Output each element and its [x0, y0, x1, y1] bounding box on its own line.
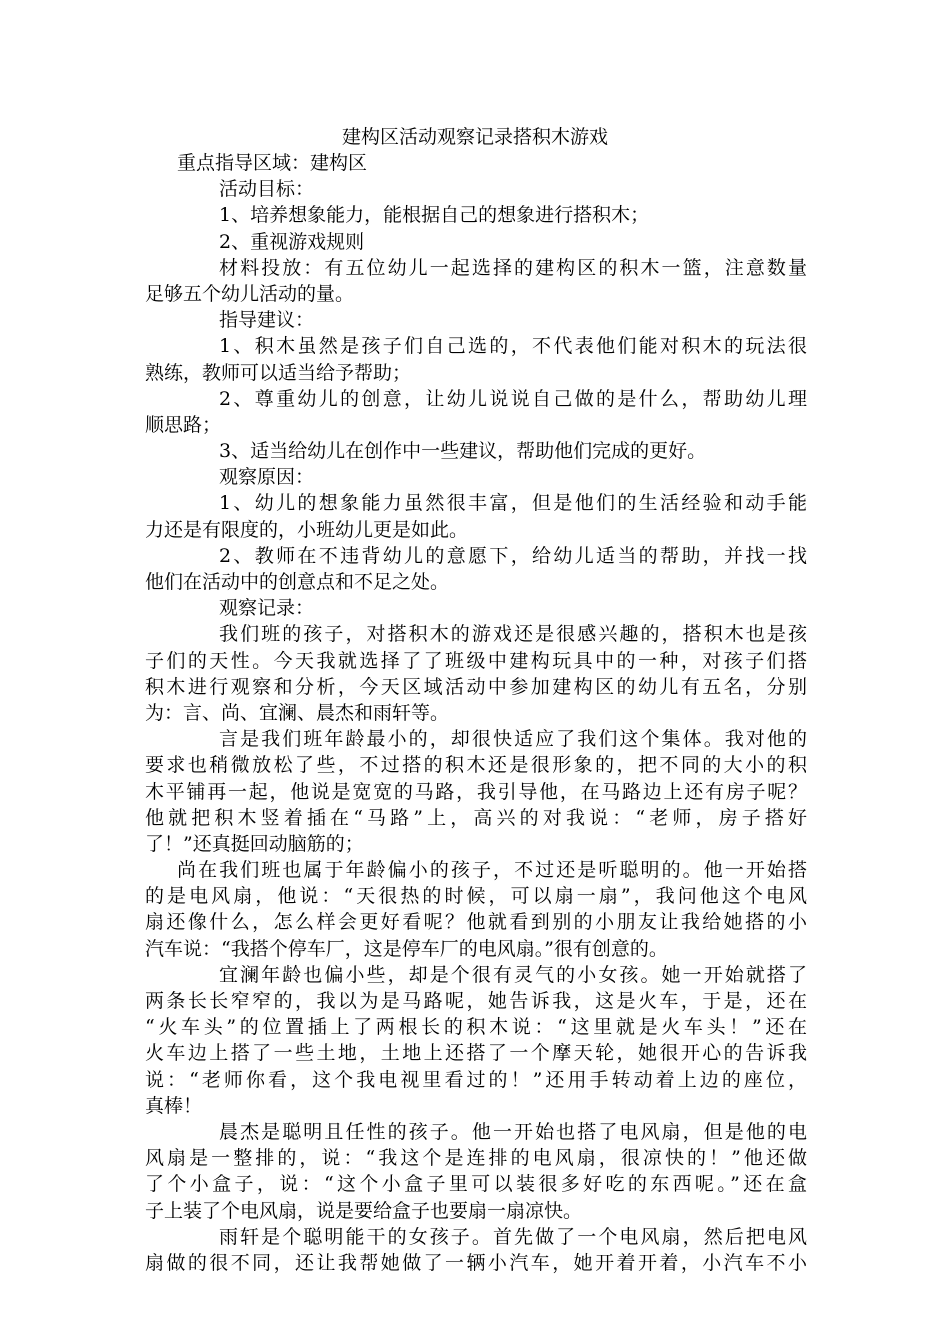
- text-line: 积木进行观察和分析，今天区域活动中参加建构区的幼儿有五名，分别: [145, 675, 807, 698]
- text-line: 雨轩是个聪明能干的女孩子。首先做了一个电风扇，然后把电风: [219, 1225, 807, 1248]
- text-line: 了个小盒子，说：“这个小盒子里可以装很多好吃的东西呢。”还在盒: [145, 1173, 807, 1196]
- text-line: 活动目标：: [219, 178, 315, 201]
- text-line: 力还是有限度的，小班幼儿更是如此。: [145, 518, 469, 541]
- text-line: 了！”还真挺回动脑筋的；: [145, 832, 364, 855]
- document-body: [145, 150, 807, 1276]
- text-line: 3、适当给幼儿在创作中一些建议，帮助他们完成的更好。: [219, 440, 707, 463]
- text-line: 1、积木虽然是孩子们自己选的，不代表他们能对积木的玩法很: [219, 335, 807, 358]
- text-line: 扇做的很不同，还让我帮她做了一辆小汽车，她开着开着，小汽车不小: [145, 1251, 807, 1274]
- text-line: 他们在活动中的创意点和不足之处。: [145, 571, 450, 593]
- text-line: 为：言、尚、宜澜、晨杰和雨轩等。: [145, 701, 450, 724]
- text-line: 观察记录：: [219, 597, 315, 620]
- text-line: 要求也稍微放松了些，不过搭的积木还是很形象的，把不同的大小的积: [145, 754, 807, 777]
- text-line: 足够五个幼儿活动的量。: [145, 282, 355, 305]
- text-line: 观察原因：: [219, 466, 315, 489]
- text-line: 2、重视游戏规则: [219, 230, 365, 253]
- text-line: 子们的天性。今天我就选择了了班级中建构玩具中的一种，对孩子们搭: [145, 649, 807, 672]
- text-line: 晨杰是聪明且任性的孩子。他一开始也搭了电风扇，但是他的电: [219, 1120, 807, 1143]
- text-line: 指导建议：: [219, 309, 315, 332]
- text-line: 扇还像什么，怎么样会更好看呢？他就看到别的小朋友让我给她搭的小: [145, 911, 807, 934]
- text-line: 言是我们班年龄最小的，却很快适应了我们这个集体。我对他的: [219, 728, 807, 751]
- text-line: 说：“老师你看，这个我电视里看过的！”还用手转动着上边的座位，: [145, 1068, 807, 1091]
- text-line: 真棒！: [145, 1094, 203, 1117]
- text-line: “火车头”的位置插上了两根长的积木说：“这里就是火车头！”还在: [145, 1016, 807, 1039]
- text-line: 重点指导区域：建构区: [177, 152, 368, 174]
- text-line: 的是电风扇，他说：“天很热的时候，可以扇一扇”，我问他这个电风: [145, 885, 807, 908]
- text-line: 2、尊重幼儿的创意，让幼儿说说自己做的是什么，帮助幼儿理: [219, 387, 807, 410]
- document-title: 建构区活动观察记录搭积木游戏: [341, 126, 608, 148]
- text-line: 2、教师在不违背幼儿的意愿下，给幼儿适当的帮助，并找一找: [219, 544, 807, 567]
- text-line: 木平铺再一起，他说是宽宽的马路，我引导他，在马路边上还有房子呢？: [145, 780, 807, 803]
- text-line: 火车边上搭了一些土地，土地上还搭了一个摩天轮，她很开心的告诉我: [145, 1042, 807, 1065]
- text-line: 熟练，教师可以适当给予帮助；: [145, 361, 412, 384]
- text-line: 汽车说：“我搭个停车厂，这是停车厂的电风扇。”很有创意的。: [145, 937, 668, 960]
- text-line: 宜澜年龄也偏小些，却是个很有灵气的小女孩。她一开始就搭了: [219, 963, 807, 986]
- text-line: 子上装了个电风扇，说是要给盒子也要扇一扇凉快。: [145, 1199, 583, 1222]
- text-line: 顺思路；: [145, 413, 222, 436]
- text-line: 我们班的孩子，对搭积木的游戏还是很感兴趣的，搭积木也是孩: [219, 623, 807, 646]
- text-line: 尚在我们班也属于年龄偏小的孩子，不过还是听聪明的。他一开始搭: [177, 859, 807, 882]
- text-line: 两条长长窄窄的，我以为是马路呢，她告诉我，这是火车，于是，还在: [145, 990, 807, 1012]
- text-line: 1、培养想象能力，能根据自己的想象进行搭积木；: [219, 204, 650, 227]
- text-line: 他就把积木竖着插在“马路”上，高兴的对我说：“老师，房子搭好: [145, 806, 807, 829]
- text-line: 风扇是一整排的，说：“我这个是连排的电风扇，很凉快的！”他还做: [145, 1147, 807, 1170]
- text-line: 1、幼儿的想象能力虽然很丰富，但是他们的生活经验和动手能: [219, 492, 807, 515]
- text-line: 材料投放：有五位幼儿一起选择的建构区的积木一篮，注意数量: [219, 256, 807, 279]
